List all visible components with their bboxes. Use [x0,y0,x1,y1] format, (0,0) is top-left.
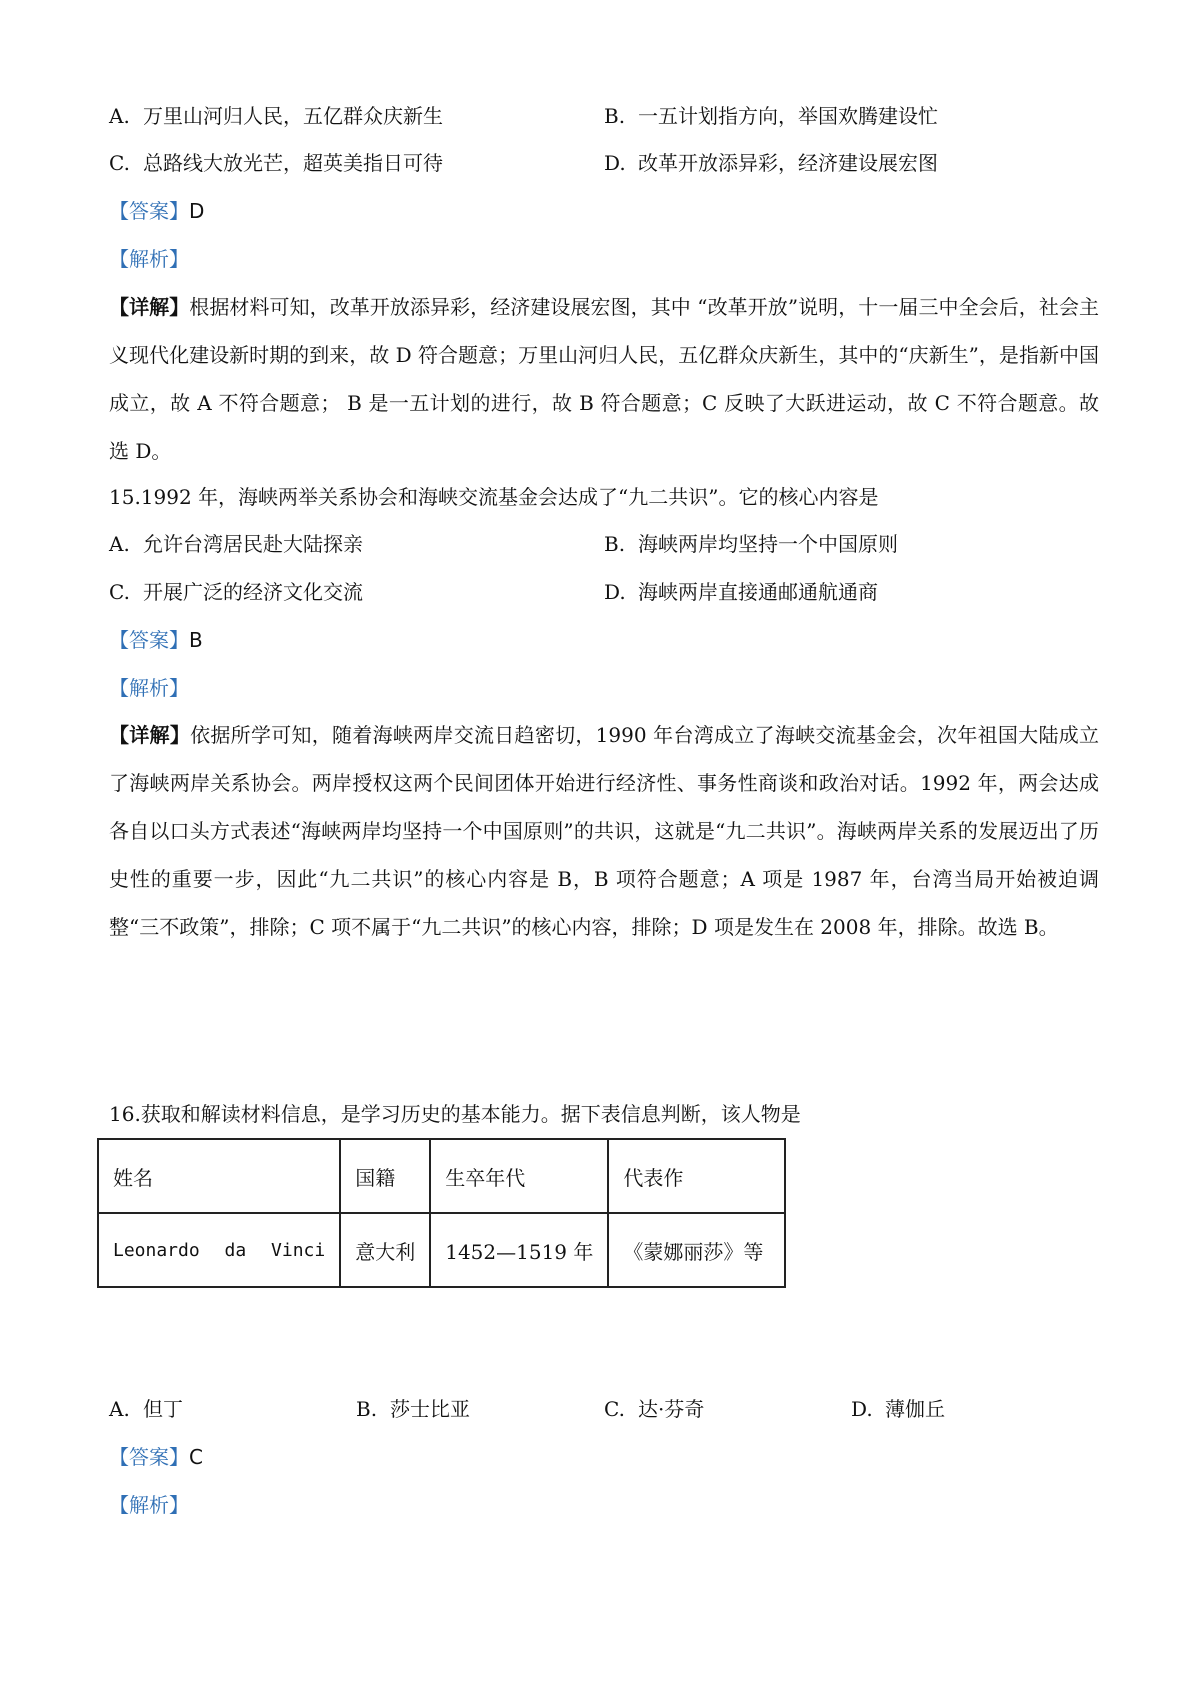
table-header-cell: 生卒年代 [430,1139,608,1213]
q15-answer [109,626,203,654]
option-text: 薄伽丘 [885,1397,945,1421]
q14-detail [109,283,1099,475]
q15-analysis [109,674,189,702]
analysis-label: 【解析】 [109,247,189,271]
q14-option-b [604,102,938,130]
q16-option-d [851,1395,945,1423]
q14-option-a [109,102,443,130]
info-table [97,1138,786,1288]
answer-value: B [189,628,203,652]
option-letter: A. [109,104,130,128]
analysis-label: 【解析】 [109,1493,189,1517]
option-letter: A. [109,1397,130,1421]
q15-detail [109,711,1099,951]
answer-value: C [189,1445,203,1469]
option-text: 达·芬奇 [638,1397,705,1421]
table-cell: Leonardo da Vinci [98,1213,340,1287]
option-text: 但丁 [143,1397,183,1421]
option-letter: B. [604,104,626,128]
answer-label: 【答案】 [109,199,189,223]
detail-label: 【详解】 [109,295,190,319]
option-text: 总路线大放光芒，超英美指日可待 [143,151,443,175]
q15-option-c [109,578,363,606]
q16-answer [109,1443,203,1471]
q16-analysis [109,1491,189,1519]
option-letter: D. [851,1397,873,1421]
table-header-cell: 姓名 [98,1139,340,1213]
q14-analysis [109,245,189,273]
option-text: 改革开放添异彩，经济建设展宏图 [638,151,938,175]
table-cell: 1452—1519 年 [430,1213,608,1287]
option-letter: B. [604,532,626,556]
q16-option-c [604,1395,704,1423]
option-letter: D. [604,151,626,175]
option-text: 一五计划指方向，举国欢腾建设忙 [638,104,938,128]
option-letter: C. [604,1397,625,1421]
q16-question: 16.获取和解读材料信息，是学习历史的基本能力。据下表信息判断，该人物是 [109,1102,801,1126]
option-text: 万里山河归人民，五亿群众庆新生 [143,104,443,128]
q15-option-b [604,530,898,558]
analysis-label: 【解析】 [109,676,189,700]
option-text: 允许台湾居民赴大陆探亲 [143,532,363,556]
detail-text: 依据所学可知，随着海峡两岸交流日趋密切，1990 年台湾成立了海峡交流基金会，次年祖国大陆成立了海峡两岸关系协会。两岸授权这两个民间团体开始进行经济性、事务性商谈和政治对话。1992 年，两会达成各自以口头方式表述“海峡两岸均坚持一个中国原则”的共识，这就是“九二共识”。海峡两岸关系的发展迈出了历史性的重要一步，因此“九二共识”的核心内容是 B，B 项符合题意；A 项是 1987 年，台湾当局开始被迫调整“三不政策”，排除；C 项不属于“九二共识”的核心内容，排除；D 项是发生在 2008 年，排除。故选 B。 [109,723,1099,939]
q15-option-d [604,578,878,606]
table-cell: 《蒙娜丽莎》等 [608,1213,785,1287]
q14-option-d [604,149,938,177]
q16-option-a [109,1395,183,1423]
option-letter: C. [109,580,130,604]
q14-answer [109,197,204,225]
answer-value: D [189,199,205,223]
table-header-cell: 代表作 [608,1139,785,1213]
q15-question: 15.1992 年，海峡两举关系协会和海峡交流基金会达成了“九二共识”。它的核心内容是 [109,485,879,509]
detail-label: 【详解】 [109,723,191,747]
option-text: 海峡两岸均坚持一个中国原则 [638,532,898,556]
q14-option-c [109,149,443,177]
option-letter: C. [109,151,130,175]
detail-text: 根据材料可知，改革开放添异彩，经济建设展宏图，其中 “改革开放”说明，十一届三中全会后，社会主义现代化建设新时期的到来，故 D 符合题意；万里山河归人民，五亿群众庆新生，其中的“庆新生”，是指新中国成立，故 A 不符合题意； B 是一五计划的进行，故 B 符合题意；C 反映了大跃进运动，故 C 不符合题意。故选 D。 [109,295,1100,463]
table-header-row [98,1139,785,1213]
option-text: 莎士比亚 [390,1397,470,1421]
option-letter: D. [604,580,626,604]
table-cell: 意大利 [340,1213,430,1287]
option-text: 开展广泛的经济文化交流 [143,580,363,604]
option-text: 海峡两岸直接通邮通航通商 [638,580,878,604]
answer-label: 【答案】 [109,1445,189,1469]
table-header-cell: 国籍 [340,1139,430,1213]
option-letter: A. [109,532,130,556]
option-letter: B. [356,1397,378,1421]
table-row [98,1213,785,1287]
q16-option-b [356,1395,470,1423]
answer-label: 【答案】 [109,628,189,652]
q15-option-a [109,530,363,558]
